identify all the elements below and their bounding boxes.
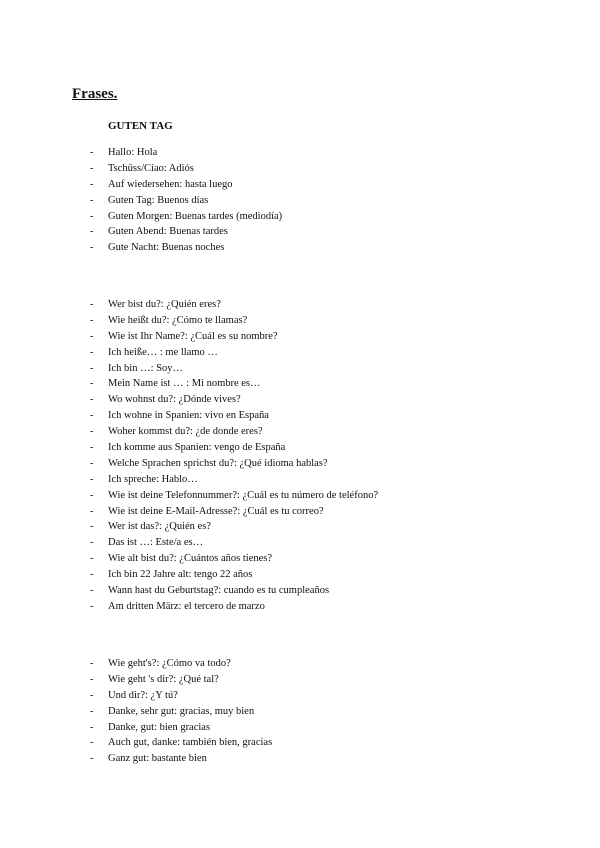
phrase-text: Wer ist das?: ¿Quién es? <box>108 521 211 533</box>
bullet-dash: - <box>90 521 94 533</box>
phrase-text: Ich bin …: Soy… <box>108 362 183 374</box>
bullet-dash: - <box>90 721 94 733</box>
phrase-text: Mein Name ist … : Mi nombre es… <box>108 378 261 390</box>
bullet-dash: - <box>90 299 94 310</box>
phrase-text: Ich spreche: Hablo… <box>108 473 198 485</box>
phrase-text: Welche Sprachen sprichst du?: ¿Qué idioma hablas? <box>108 457 328 469</box>
phrase-text: Das ist …: Este/a es… <box>108 537 204 549</box>
phrase-text: Hallo: Hola <box>108 147 158 158</box>
bullet-dash: - <box>90 473 94 485</box>
phrase-text: Guten Abend: Buenas tardes <box>108 226 228 238</box>
section-heading: GUTEN TAG <box>108 120 173 132</box>
bullet-dash: - <box>90 569 94 581</box>
phrase-text: Ganz gut: bastante bien <box>108 753 207 765</box>
bullet-dash: - <box>90 505 94 517</box>
phrase-text: Wie ist deine E-Mail-Adresse?: ¿Cuál es tu correo? <box>108 505 324 517</box>
bullet-dash: - <box>90 585 94 597</box>
bullet-dash: - <box>90 362 94 374</box>
bullet-dash: - <box>90 737 94 749</box>
phrase-text: Ich komme aus Spanien: vengo de España <box>108 442 286 454</box>
bullet-dash: - <box>90 242 94 254</box>
bullet-dash: - <box>90 394 94 406</box>
phrase-text: Wie heißt du?: ¿Cómo te llamas? <box>108 314 248 326</box>
phrase-text: Ich bin 22 Jahre alt: tengo 22 años <box>108 569 253 581</box>
bullet-dash: - <box>90 226 94 238</box>
phrase-text: Auf wiedersehen: hasta luego <box>108 178 233 190</box>
bullet-dash: - <box>90 457 94 469</box>
phrase-text: Wie alt bist du?: ¿Cuántos años tienes? <box>108 553 273 565</box>
bullet-dash: - <box>90 178 94 190</box>
bullet-dash: - <box>90 537 94 549</box>
phrase-text: Tschüss/Ciao: Adiós <box>108 162 194 174</box>
phrase-text: Guten Tag: Buenos días <box>108 194 209 206</box>
bullet-dash: - <box>90 194 94 206</box>
phrase-text: Woher kommst du?: ¿de donde eres? <box>108 426 263 438</box>
bullet-dash: - <box>90 600 94 612</box>
phrase-text: Danke, sehr gut: gracias, muy bien <box>108 705 255 717</box>
bullet-dash: - <box>90 330 94 342</box>
phrase-text: Wie ist Ihr Name?: ¿Cuál es su nombre? <box>108 330 278 342</box>
bullet-dash: - <box>90 442 94 454</box>
phrase-text: Auch gut, danke: también bien, gracias <box>108 737 273 749</box>
phrase-text: Gute Nacht: Buenas noches <box>108 242 225 254</box>
phrase-text: Am dritten März: el tercero de marzo <box>108 600 265 612</box>
phrase-text: Wann hast du Geburtstag?: cuando es tu cumpleaños <box>108 585 330 597</box>
page-title: Frases. <box>72 86 118 102</box>
bullet-dash: - <box>90 378 94 390</box>
phrase-text: Ich heiße… : me llamo … <box>108 346 218 358</box>
phrase-text: Wie ist deine Telefonnummer?: ¿Cuál es tu número de teléfono? <box>108 489 379 501</box>
phrase-text: Wer bist du?: ¿Quién eres? <box>108 299 221 310</box>
bullet-dash: - <box>90 147 94 158</box>
bullet-dash: - <box>90 314 94 326</box>
bullet-dash: - <box>90 673 94 685</box>
phrase-text: Wie geht's?: ¿Cómo va todo? <box>108 658 231 669</box>
bullet-dash: - <box>90 689 94 701</box>
phrase-text: Guten Morgen: Buenas tardes (mediodía) <box>108 210 283 222</box>
phrase-text: Danke, gut: bien gracias <box>108 721 211 733</box>
bullet-dash: - <box>90 346 94 358</box>
phrase-text: Ich wohne in Spanien: vivo en España <box>108 410 269 422</box>
phrase-text: Wie geht 's dir?: ¿Qué tal? <box>108 673 219 685</box>
phrase-text: Und dir?: ¿Y tú? <box>108 689 178 701</box>
bullet-dash: - <box>90 658 94 669</box>
bullet-dash: - <box>90 705 94 717</box>
bullet-dash: - <box>90 210 94 222</box>
bullet-dash: - <box>90 753 94 765</box>
bullet-dash: - <box>90 162 94 174</box>
bullet-dash: - <box>90 489 94 501</box>
phrase-text: Wo wohnst du?: ¿Dónde vives? <box>108 394 241 406</box>
bullet-dash: - <box>90 553 94 565</box>
bullet-dash: - <box>90 426 94 438</box>
bullet-dash: - <box>90 410 94 422</box>
